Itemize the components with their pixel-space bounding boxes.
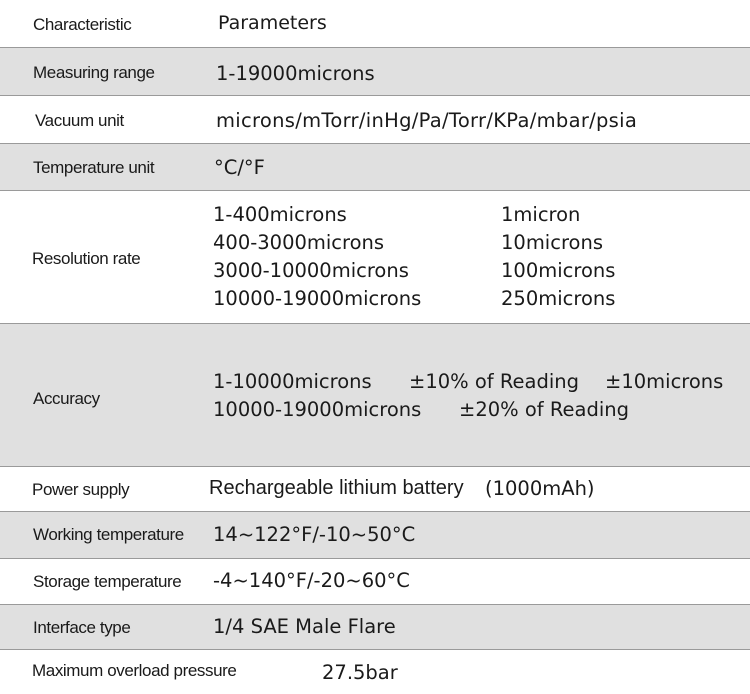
storage-temperature-value: -4~140°F/-20~60°C bbox=[213, 569, 410, 592]
max-overload-value: 27.5bar bbox=[322, 661, 398, 684]
power-supply-capacity: (1000mAh) bbox=[485, 477, 595, 500]
resolution-range-2: 400-3000microns bbox=[213, 231, 385, 254]
measuring-range-label: Measuring range bbox=[33, 63, 155, 82]
power-supply-label: Power supply bbox=[32, 480, 130, 499]
working-temperature-label: Working temperature bbox=[33, 525, 184, 544]
vacuum-unit-label: Vacuum unit bbox=[35, 111, 124, 130]
resolution-rate-label: Resolution rate bbox=[32, 249, 141, 268]
accuracy-range-2: 10000-19000microns bbox=[213, 398, 422, 421]
vacuum-unit-value: microns/mTorr/inHg/Pa/Torr/KPa/mbar/psia bbox=[216, 109, 638, 132]
max-overload-label: Maximum overload pressure bbox=[32, 661, 237, 680]
interface-type-value: 1/4 SAE Male Flare bbox=[213, 615, 396, 638]
accuracy-label: Accuracy bbox=[33, 389, 100, 408]
accuracy-reading-2: ±20% of Reading bbox=[459, 398, 630, 421]
resolution-value-2: 10microns bbox=[501, 231, 603, 254]
storage-temperature-label: Storage temperature bbox=[33, 572, 182, 591]
accuracy-row bbox=[0, 324, 750, 467]
characteristic-header: Characteristic bbox=[33, 15, 132, 34]
temperature-unit-row bbox=[0, 144, 750, 191]
parameters-header: Parameters bbox=[218, 12, 327, 34]
resolution-range-1: 1-400microns bbox=[213, 203, 347, 226]
temperature-unit-value: °C/°F bbox=[214, 156, 265, 179]
vacuum-unit-row bbox=[0, 96, 750, 144]
resolution-value-1: 1micron bbox=[501, 203, 581, 226]
measuring-range-row bbox=[0, 48, 750, 96]
working-temperature-row bbox=[0, 512, 750, 559]
resolution-range-4: 10000-19000microns bbox=[213, 287, 422, 310]
resolution-value-3: 100microns bbox=[501, 259, 616, 282]
power-supply-value: Rechargeable lithium battery bbox=[209, 477, 464, 499]
accuracy-extra-1: ±10microns bbox=[605, 370, 724, 393]
accuracy-range-1: 1-10000microns bbox=[213, 370, 372, 393]
max-overload-row bbox=[0, 650, 750, 694]
interface-type-label: Interface type bbox=[33, 618, 131, 637]
header-row bbox=[0, 0, 750, 48]
storage-temperature-row bbox=[0, 559, 750, 605]
resolution-value-4: 250microns bbox=[501, 287, 616, 310]
temperature-unit-label: Temperature unit bbox=[33, 158, 155, 177]
interface-type-row bbox=[0, 605, 750, 650]
power-supply-row bbox=[0, 467, 750, 512]
accuracy-reading-1: ±10% of Reading bbox=[409, 370, 580, 393]
working-temperature-value: 14~122°F/-10~50°C bbox=[213, 523, 416, 546]
measuring-range-value: 1-19000microns bbox=[216, 62, 375, 85]
resolution-rate-row bbox=[0, 191, 750, 324]
resolution-range-3: 3000-10000microns bbox=[213, 259, 409, 282]
